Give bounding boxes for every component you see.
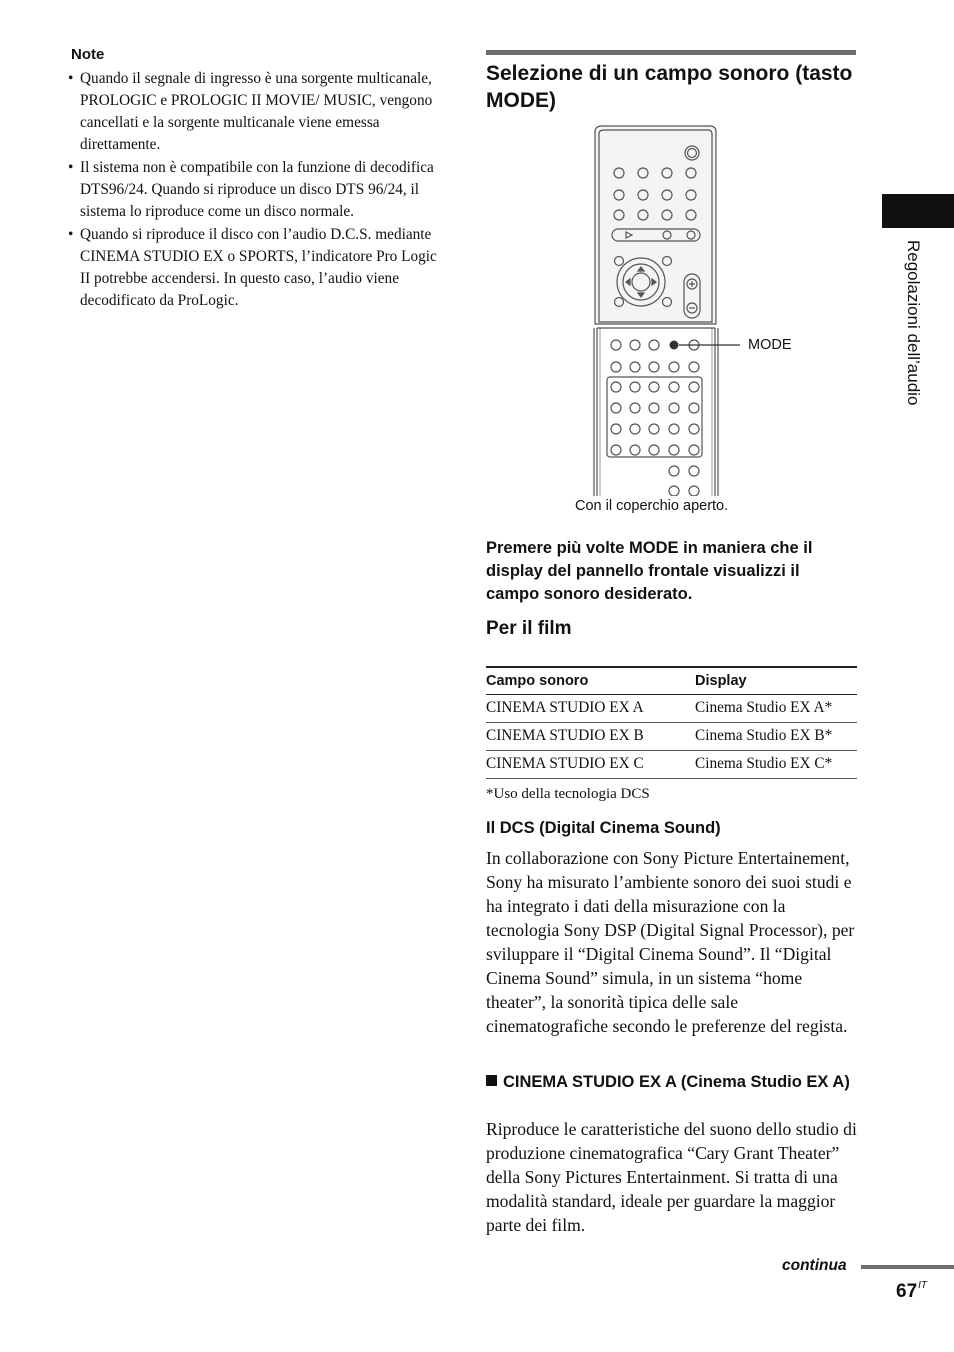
instruction-text: Premere più volte MODE in maniera che il display del pannello frontale visualizzi il campo sonoro desiderato. <box>486 539 813 603</box>
mode-a-heading-text: CINEMA STUDIO EX A (Cinema Studio EX A) <box>503 1073 850 1091</box>
mode-a-paragraph: Riproduce le caratteristiche del suono dello studio di produzione cinematografica “Cary Grant Theater” della Sony Pictures Entertainment. Si tratta di una modalità standard, ideale per guardare la maggior parte dei film. <box>486 1119 857 1235</box>
table-footnote: *Uso della tecnologia DCS <box>486 786 650 802</box>
table-cell: Cinema Studio EX B* <box>695 723 857 751</box>
dcs-paragraph: In collaborazione con Sony Picture Entertainement, Sony ha misurato l’ambiente sonoro dei suoi studi e ha integrato i dati della misurazione con la tecnologia Sony DSP (Digital Signal Processor), per sviluppare il “Digital Cinema Sound”. Il “Digital Cinema Sound” simula, in un sistema “home theater”, la sonorità tipica delle sale cinematografiche secondo le preferenze del regista. <box>486 848 855 1036</box>
note-text: Quando si riproduce il disco con l’audio D.C.S. mediante CINEMA STUDIO EX o SPORTS, l’indicatore Pro Logic II potrebbe accendersi. In questo caso, l’audio viene decodificato da ProLogic. <box>80 226 437 309</box>
bullet: • <box>68 70 74 87</box>
figure-caption: Con il coperchio aperto. <box>575 498 729 514</box>
side-tab-label-wrap <box>903 240 927 460</box>
continua-rule <box>861 1265 954 1269</box>
mode-a-heading <box>486 1071 856 1094</box>
bullet: • <box>68 159 74 176</box>
column-header-display: Display <box>695 667 857 695</box>
column-header-sound-field: Campo sonoro <box>486 667 695 695</box>
page-number-value: 67 <box>896 1281 918 1302</box>
table-row <box>486 751 857 779</box>
bullet: • <box>68 226 74 243</box>
mode-callout-label: MODE <box>748 337 792 353</box>
side-tab-marker <box>882 194 954 228</box>
table-cell: Cinema Studio EX A* <box>695 695 857 723</box>
page-number-suffix: IT <box>918 1280 928 1291</box>
page-number <box>896 1280 927 1303</box>
table-cell: CINEMA STUDIO EX C <box>486 751 695 779</box>
table-cell: Cinema Studio EX C* <box>695 751 857 779</box>
film-heading: Per il film <box>486 618 572 639</box>
side-tab-label: Regolazioni dell’audio <box>904 240 923 406</box>
note-item <box>68 157 443 223</box>
table-row <box>486 723 857 751</box>
note-item <box>68 224 443 312</box>
continua-label: continua <box>782 1257 847 1274</box>
mode-button <box>670 341 679 350</box>
sound-field-table <box>486 666 857 779</box>
dcs-heading: Il DCS (Digital Cinema Sound) <box>486 819 721 837</box>
title-rule <box>486 50 856 55</box>
note-list <box>68 68 443 313</box>
remote-control-illustration <box>590 124 740 496</box>
table-cell: CINEMA STUDIO EX B <box>486 723 695 751</box>
note-item <box>68 68 443 156</box>
table-cell: CINEMA STUDIO EX A <box>486 695 695 723</box>
square-bullet-icon <box>486 1075 497 1086</box>
table-row <box>486 695 857 723</box>
table-header-row <box>486 667 857 695</box>
section-title: Selezione di un campo sonoro (tasto MODE) <box>486 62 853 112</box>
note-heading: Note <box>71 46 105 63</box>
note-text: Quando il segnale di ingresso è una sorgente multicanale, PROLOGIC e PROLOGIC II MOVIE/ MUSIC, vengono cancellati e la sorgente multicanale viene emessa direttamente. <box>80 70 433 153</box>
note-text: Il sistema non è compatibile con la funzione di decodifica DTS96/24. Quando si riproduce un disco DTS 96/24, il sistema lo riproduce come un disco normale. <box>80 159 434 220</box>
